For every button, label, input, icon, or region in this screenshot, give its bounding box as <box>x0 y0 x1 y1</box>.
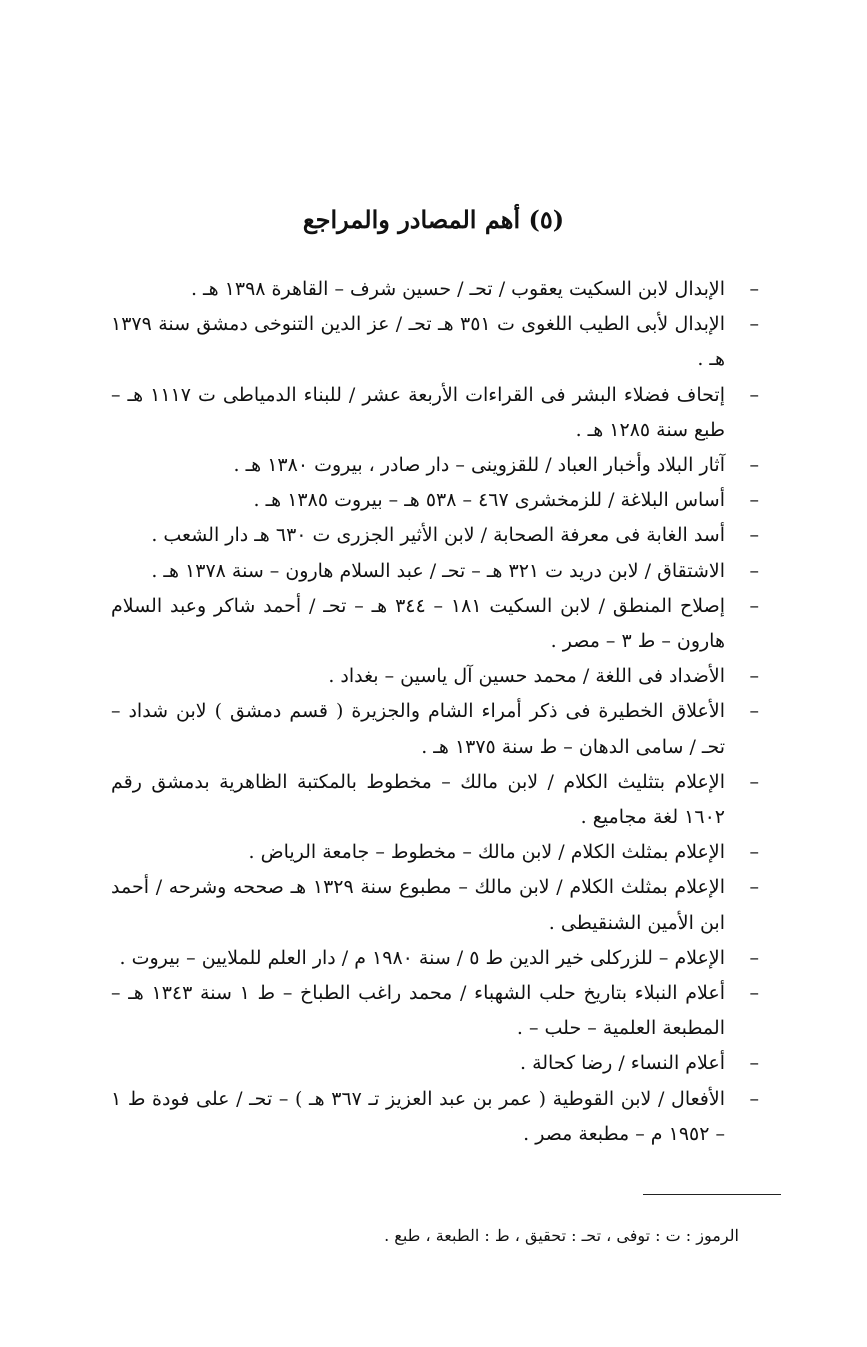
reference-text: إصلاح المنطق / لابن السكيت ١٨١ – ٣٤٤ هـ – تحـ / أحمد شاكر وعبد السلام هارون – ط ٣ – مصر . <box>111 594 725 653</box>
reference-dash: – <box>749 454 759 477</box>
reference-item <box>111 378 759 448</box>
reference-item <box>111 659 759 694</box>
reference-dash: – <box>749 489 759 512</box>
reference-item <box>111 307 759 377</box>
reference-dash: – <box>749 770 759 793</box>
reference-dash: – <box>749 1087 759 1110</box>
reference-item <box>111 835 759 870</box>
reference-text: الإعلام بمثلث الكلام / لابن مالك – مطبوع سنة ١٣٢٩ هـ صححه وشرحه / أحمد ابن الأمين الشنقيطى . <box>111 876 725 934</box>
reference-text: أعلام النساء / رضا كحالة . <box>519 1052 725 1075</box>
page-title: (٥) أهم المصادر والمراجع <box>302 205 565 234</box>
reference-text: الإعلام – للزركلى خير الدين ط ٥ / سنة ١٩٨٠ م / دار العلم للملايين – بيروت . <box>119 946 725 969</box>
reference-text: أعلام النبلاء بتاريخ حلب الشهباء / محمد راغب الطباخ – ط ١ سنة ١٣٤٣ هـ – المطبعة العلمية – حلب – . <box>111 982 725 1040</box>
reference-dash: – <box>749 594 759 617</box>
reference-item <box>111 518 759 553</box>
reference-text: أسد الغابة فى معرفة الصحابة / لابن الأثير الجزرى ت ٦٣٠ هـ دار الشعب . <box>151 524 725 547</box>
reference-dash: – <box>749 876 759 899</box>
reference-dash: – <box>749 1052 759 1075</box>
reference-dash: – <box>749 524 759 547</box>
reference-text: أساس البلاغة / للزمخشرى ٤٦٧ – ٥٣٨ هـ – بيروت ١٣٨٥ هـ . <box>253 489 725 512</box>
reference-item <box>111 941 759 976</box>
reference-item <box>111 694 759 764</box>
reference-text: إتحاف فضلاء البشر فى القراءات الأربعة عشر / للبناء الدمياطى ت ١١١٧ هـ – طبع سنة ١٢٨٥ هـ . <box>111 383 726 441</box>
reference-dash: – <box>749 278 759 300</box>
reference-dash: – <box>749 559 759 582</box>
reference-dash: – <box>749 700 759 723</box>
reference-dash: – <box>749 982 759 1005</box>
reference-dash: – <box>749 946 759 969</box>
reference-text: الإعلام بمثلث الكلام / لابن مالك – مخطوط – جامعة الرياض . <box>248 841 725 864</box>
reference-dash: – <box>749 665 759 688</box>
reference-item <box>111 272 759 307</box>
reference-dash: – <box>749 313 759 336</box>
reference-item <box>111 765 759 835</box>
reference-text: الإبدال لابن السكيت يعقوب / تحـ / حسين شرف – القاهرة ١٣٩٨ هـ . <box>190 278 725 300</box>
reference-text: الأعلاق الخطيرة فى ذكر أمراء الشام والجزيرة ( قسم دمشق ) لابن شداد – تحـ / سامى الدهان – ط سنة ١٣٧٥ هـ . <box>111 700 725 758</box>
reference-text: آثار البلاد وأخبار العباد / للقزوينى – دار صادر ، بيروت ١٣٨٠ هـ . <box>233 454 725 477</box>
reference-text: الأضداد فى اللغة / محمد حسين آل ياسين – بغداد . <box>328 665 725 688</box>
reference-item <box>111 1046 759 1081</box>
footnote-separator <box>643 1194 781 1195</box>
reference-item <box>111 1082 759 1152</box>
reference-dash: – <box>749 841 759 864</box>
reference-text: الأفعال / لابن القوطية ( عمر بن عبد العزيز تـ ٣٦٧ هـ ) – تحـ / على فودة ط ١ – ١٩٥٢ م – مطبعة مصر . <box>111 1087 725 1145</box>
reference-text: الإعلام بتثليث الكلام / لابن مالك – مخطوط بالمكتبة الظاهرية بدمشق رقم ١٦٠٢ لغة مجاميع . <box>111 770 725 829</box>
reference-item <box>111 483 759 518</box>
reference-text: الإبدال لأبى الطيب اللغوى ت ٣٥١ هـ تحـ / عز الدين التنوخى دمشق سنة ١٣٧٩ هـ . <box>111 313 726 371</box>
footnote-legend: الرموز : ت : توفى ، تحـ : تحقيق ، ط : الطبعة ، طبع . <box>384 1226 739 1245</box>
reference-item <box>111 589 759 659</box>
reference-dash: – <box>749 383 759 406</box>
reference-list <box>111 272 759 1152</box>
reference-item <box>111 976 759 1046</box>
reference-item <box>111 554 759 589</box>
reference-text: الاشتقاق / لابن دريد ت ٣٢١ هـ – تحـ / عبد السلام هارون – سنة ١٣٧٨ هـ . <box>151 559 725 582</box>
reference-item <box>111 448 759 483</box>
reference-item <box>111 870 759 940</box>
